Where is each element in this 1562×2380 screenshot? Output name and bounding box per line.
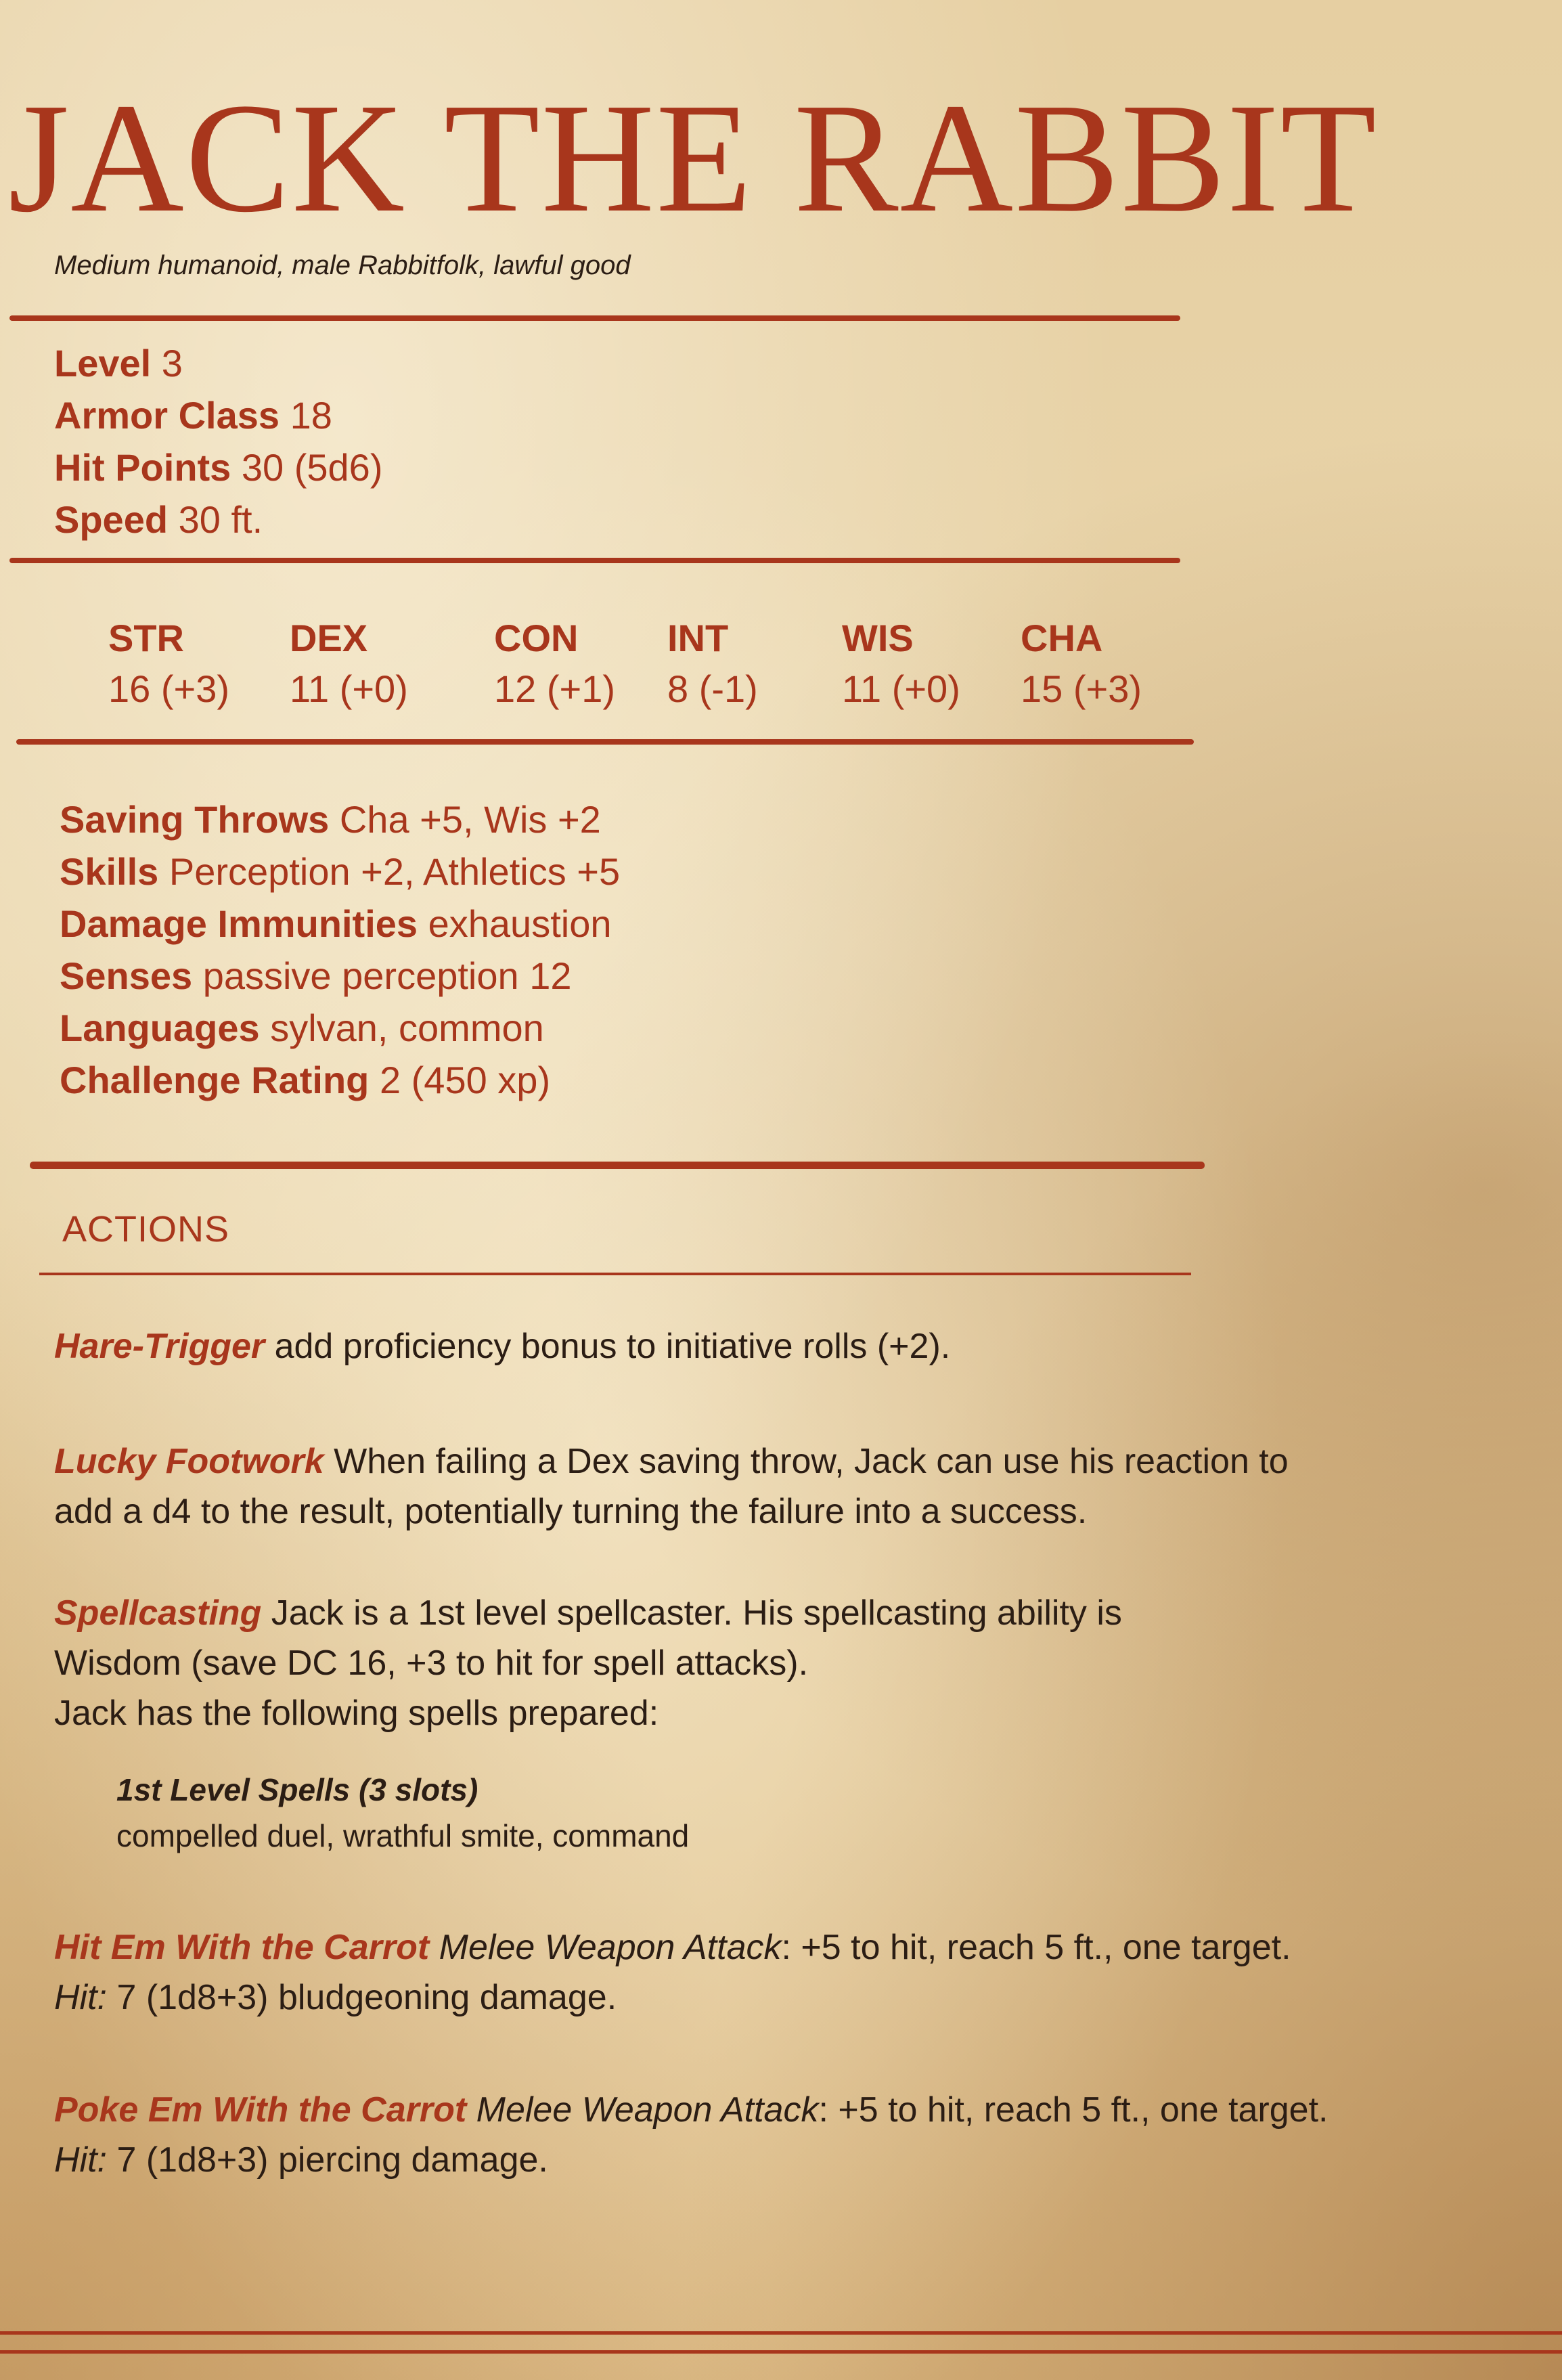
ability-int xyxy=(667,615,758,716)
skills-line xyxy=(60,845,620,898)
ability-str xyxy=(108,615,229,716)
actions-heading: ACTIONS xyxy=(62,1209,230,1250)
action-line xyxy=(54,2085,1328,2135)
property-value: 2 (450 xp) xyxy=(379,1059,551,1101)
stat-value: 30 (5d6) xyxy=(241,446,383,489)
property-value: passive perception 12 xyxy=(202,954,572,997)
action-name: Lucky Footwork xyxy=(54,1442,324,1481)
stat-value: 30 ft. xyxy=(178,498,263,541)
action-line: Jack has the following spells prepared: xyxy=(54,1694,659,1733)
action-text: add proficiency bonus to initiative rolls (+2). xyxy=(274,1327,951,1366)
senses-line xyxy=(60,950,620,1002)
divider xyxy=(9,558,1180,563)
action-line xyxy=(54,2135,1328,2185)
bottom-border xyxy=(0,2350,1562,2354)
hit-label: Hit: xyxy=(54,1978,107,2017)
stat-label: Speed xyxy=(54,498,169,541)
divider xyxy=(30,1162,1205,1169)
ability-score: 11 (+0) xyxy=(842,667,960,710)
attack-type: Melee Weapon Attack xyxy=(439,1928,782,1967)
action-hit-em-with-the-carrot xyxy=(54,1922,1291,2023)
armor-class-line xyxy=(54,389,382,441)
divider xyxy=(16,739,1194,745)
ability-name: DEX xyxy=(290,617,368,659)
action-line xyxy=(54,1922,1291,1973)
creature-type: Medium humanoid, male Rabbitfolk, lawful good xyxy=(54,250,631,280)
hit-text: 7 (1d8+3) piercing damage. xyxy=(116,2140,548,2180)
action-name: Poke Em With the Carrot xyxy=(54,2090,467,2130)
ability-score: 12 (+1) xyxy=(494,667,615,710)
property-value: Cha +5, Wis +2 xyxy=(339,798,601,841)
action-spellcasting xyxy=(54,1588,1122,1738)
ability-con xyxy=(494,615,615,716)
ability-score: 11 (+0) xyxy=(290,667,408,710)
property-value: exhaustion xyxy=(428,902,612,945)
attack-text: : +5 to hit, reach 5 ft., one target. xyxy=(818,2090,1329,2130)
speed-line xyxy=(54,493,382,546)
ability-score: 16 (+3) xyxy=(108,667,229,710)
property-value: sylvan, common xyxy=(270,1007,544,1049)
divider xyxy=(39,1273,1191,1275)
action-poke-em-with-the-carrot xyxy=(54,2085,1328,2185)
ability-name: WIS xyxy=(842,617,914,659)
hit-points-line xyxy=(54,441,382,493)
ability-name: CON xyxy=(494,617,579,659)
action-name: Hit Em With the Carrot xyxy=(54,1928,430,1967)
property-label: Senses xyxy=(60,954,193,997)
property-label: Skills xyxy=(60,850,159,893)
stat-label: Armor Class xyxy=(54,394,280,437)
ability-dex xyxy=(290,615,408,716)
basic-stats xyxy=(54,337,382,546)
hit-label: Hit: xyxy=(54,2140,107,2180)
attack-type: Melee Weapon Attack xyxy=(476,2090,819,2130)
action-line xyxy=(54,1973,1291,2023)
damage-immunities-line xyxy=(60,898,620,950)
action-name: Hare-Trigger xyxy=(54,1327,265,1366)
level-line xyxy=(54,337,382,389)
stat-value: 18 xyxy=(290,394,332,437)
bottom-border xyxy=(0,2331,1562,2335)
attack-text: : +5 to hit, reach 5 ft., one target. xyxy=(781,1928,1291,1967)
saving-throws-line xyxy=(60,793,620,845)
page-title: JACK THE RABBIT xyxy=(8,71,1378,245)
languages-line xyxy=(60,1002,620,1054)
ability-score: 8 (-1) xyxy=(667,667,758,710)
action-lucky-footwork xyxy=(54,1436,1289,1537)
action-hare-trigger xyxy=(54,1321,950,1371)
ability-name: STR xyxy=(108,617,184,659)
ability-score: 15 (+3) xyxy=(1021,667,1142,710)
property-label: Damage Immunities xyxy=(60,902,418,945)
action-text: When failing a Dex saving throw, Jack can use his reaction to xyxy=(334,1442,1289,1481)
action-line: add a d4 to the result, potentially turning the failure into a success. xyxy=(54,1492,1088,1531)
action-line xyxy=(54,1436,1289,1486)
properties xyxy=(60,793,620,1106)
property-value: Perception +2, Athletics +5 xyxy=(169,850,621,893)
hit-text: 7 (1d8+3) bludgeoning damage. xyxy=(116,1978,617,2017)
stat-value: 3 xyxy=(161,342,183,384)
action-text: Jack is a 1st level spellcaster. His spellcasting ability is xyxy=(271,1593,1122,1633)
property-label: Languages xyxy=(60,1007,260,1049)
action-line xyxy=(54,1588,1122,1638)
ability-wis xyxy=(842,615,960,716)
stat-label: Level xyxy=(54,342,152,384)
ability-cha xyxy=(1021,615,1142,716)
action-line: Wisdom (save DC 16, +3 to hit for spell attacks). xyxy=(54,1644,809,1683)
ability-name: INT xyxy=(667,617,729,659)
ability-name: CHA xyxy=(1021,617,1103,659)
spell-level-heading: 1st Level Spells (3 slots) xyxy=(116,1772,478,1807)
stat-label: Hit Points xyxy=(54,446,231,489)
spell-list xyxy=(116,1767,689,1859)
challenge-rating-line xyxy=(60,1054,620,1106)
spell-names: compelled duel, wrathful smite, command xyxy=(116,1818,690,1853)
property-label: Challenge Rating xyxy=(60,1059,370,1101)
divider xyxy=(9,315,1180,321)
action-name: Spellcasting xyxy=(54,1593,262,1633)
property-label: Saving Throws xyxy=(60,798,330,841)
